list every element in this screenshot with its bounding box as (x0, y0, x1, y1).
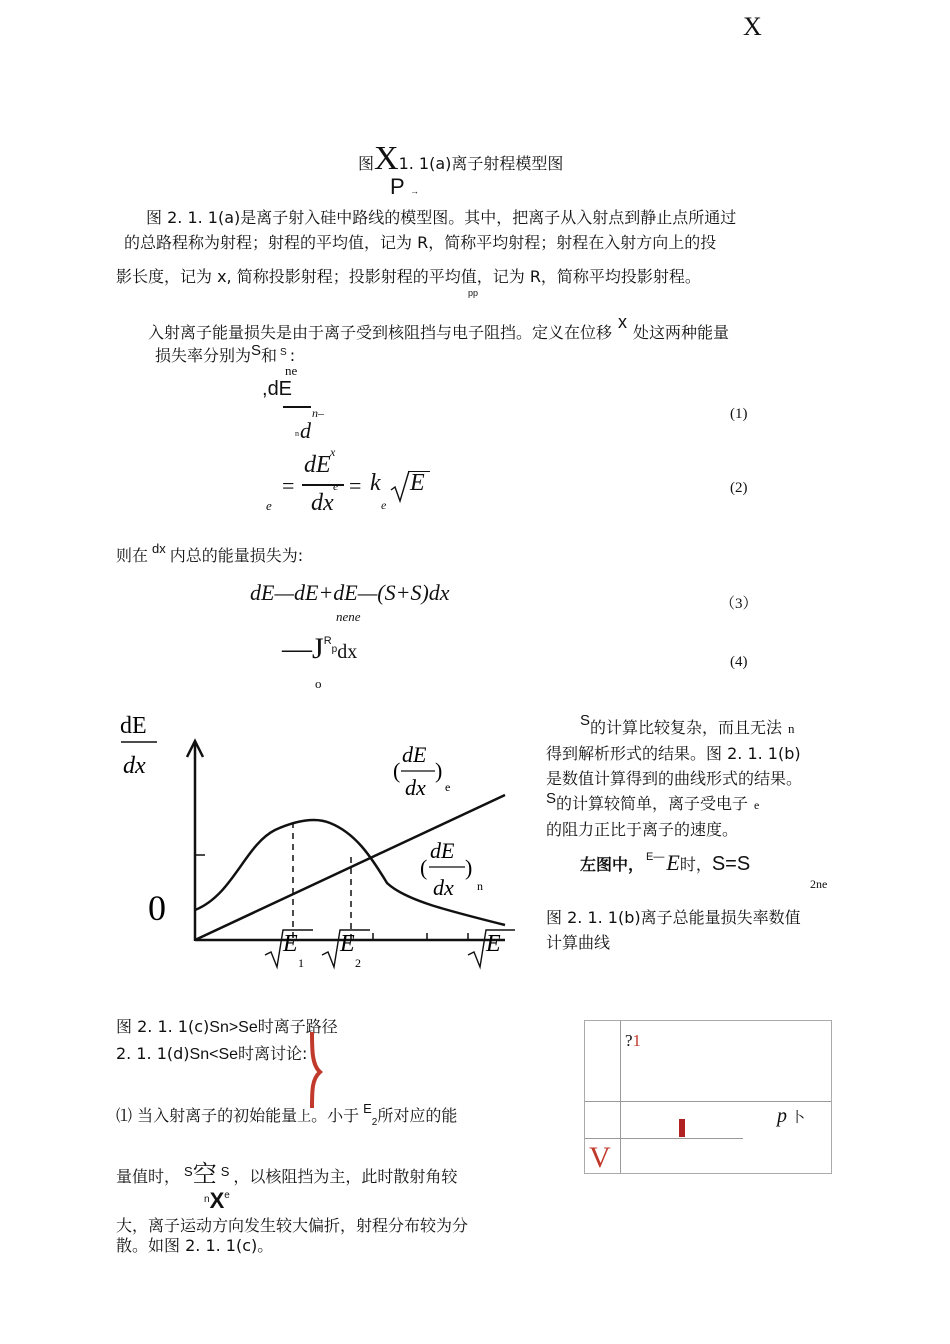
side-l6-mid: 时， (679, 855, 712, 874)
small-fig-q: ? (625, 1031, 633, 1050)
lower-p2-x: X (209, 1188, 225, 1213)
eq1-number: (1) (730, 406, 748, 422)
chart-series-n-num: dE (430, 838, 455, 863)
eq3-sub: nene (336, 609, 361, 624)
chart-series-n-paren-open: ( (420, 855, 428, 880)
para3 (116, 543, 303, 566)
eq1-sub-n (312, 406, 324, 421)
para3-post: 内总的能量损失为: (169, 546, 304, 565)
small-fig-red-bar (679, 1119, 685, 1137)
chart-xtick-e-label: E (486, 931, 501, 957)
side-l6-eq: S=S (711, 853, 751, 875)
eq2-eq1: = (282, 473, 295, 498)
eq2-number: (2) (730, 480, 748, 496)
side-l1-text: 的计算比较复杂，而且无法 (590, 718, 783, 737)
side-line3: 是数值计算得到的曲线形式的结果。 (546, 769, 803, 788)
fig-d-cap-end: 时离讨论: (238, 1044, 308, 1063)
top-mark: X (743, 12, 762, 41)
para1-line2: 的总路程称为射程；射程的平均值，记为 R，简称平均射程；射程在入射方向上的投 (124, 233, 717, 252)
fig-b-caption-1: 图 2. 1. 1(b)离子总能量损失率数值 (546, 908, 801, 927)
chart-xtick-e2-label: E (340, 931, 355, 957)
side-l4-text: 的计算较简单，离子受电子 (556, 794, 749, 813)
para3-pre: 则在 (116, 546, 149, 565)
para2-s1: S (251, 342, 262, 359)
side-line6 (580, 850, 750, 876)
eq2-radicand: E (410, 470, 425, 496)
eq1-sup-x: x (330, 445, 336, 459)
chart-series-n-sub: n (477, 879, 483, 893)
eq3-expression: dE—dE+dE—(S+S)dx (250, 580, 450, 605)
chart-series-e-sub: e (445, 780, 451, 794)
fig-c-cap-b: Sn>Se (209, 1019, 258, 1036)
eq4-low: o (315, 676, 322, 691)
eq2-eq2: = (349, 473, 362, 498)
fig-a-caption-text: 1. 1(a)离子射程模型图 (398, 154, 564, 173)
para2-s2: S (280, 347, 287, 358)
chart-xtick-e1-label: E (283, 931, 298, 957)
eq2-sqrt-icon (390, 470, 410, 504)
eq1-dash: – (318, 406, 324, 420)
side-l4-s: S (546, 790, 557, 807)
eq1-fraction-bar (283, 406, 311, 408)
eq1-numerator (262, 378, 292, 401)
eq1-dE: dE (267, 378, 293, 400)
eq4-j: —J (282, 632, 324, 665)
fig-a-big-x: X (374, 140, 399, 177)
fig-b-caption-2: 计算曲线 (546, 933, 611, 952)
para2-line2-text: 损失率分别为 (155, 346, 252, 365)
chart-series-e-num: dE (402, 742, 427, 767)
para2-x: x (618, 312, 628, 332)
chart-series-e-den: dx (405, 775, 426, 800)
small-fig-p: p (777, 1105, 787, 1127)
para2-text-b: 处这两种能量 (633, 323, 730, 342)
red-brace-icon (300, 1030, 330, 1110)
small-fig-tick: 卜 (791, 1110, 805, 1126)
chart-series-n-paren-close: ) (465, 855, 473, 880)
eq2-sub-e: e (333, 479, 339, 493)
eq2-pre: e (266, 498, 272, 513)
side-l1-n: n (788, 721, 795, 736)
lower-p2-kong: 空 (192, 1160, 217, 1188)
chart-xtick-e2-sub: 2 (355, 956, 361, 970)
chart-xtick-e1-sub: 1 (298, 956, 304, 970)
para1-line1: 图 2. 1. 1(a)是离子射入硅中路线的模型图。其中，把离子从入射点到静止点所通过 (146, 208, 737, 227)
para1-pp: pp (468, 288, 479, 298)
eq1-den-pre: n (295, 429, 299, 438)
side-l6-pre: 左图中， (580, 855, 645, 874)
small-fig-hline (585, 1101, 831, 1102)
fig-d-caption (116, 1041, 307, 1064)
chart-series-nuclear-curve (195, 820, 505, 925)
eq4-number: (4) (730, 654, 748, 670)
eq1-comma: , (262, 378, 268, 400)
side-l6-sub: 2ne (810, 877, 828, 891)
para2-ne: ne (285, 363, 298, 378)
chart-series-e-paren-open: ( (393, 758, 401, 783)
lower-p2-e: e (224, 1190, 230, 1201)
small-fig-one: 1 (632, 1031, 642, 1050)
side-l6-E: E (666, 850, 680, 875)
fig-a-p-mark: P (390, 174, 405, 199)
lower-p2-pre: 量值时， (116, 1167, 181, 1186)
fig-d-cap-a: 2. 1. 1(d) (116, 1044, 190, 1063)
small-figure-box (584, 1020, 832, 1174)
para2-line1 (148, 312, 730, 343)
eq2-den: dx (311, 490, 334, 516)
energy-loss-chart (115, 705, 525, 985)
side-line5: 的阻力正比于离子的速度。 (546, 820, 739, 839)
lower-p1-up: 上 (297, 1109, 312, 1125)
side-l6-e-dash: E— (646, 851, 665, 863)
side-l1-s: S (580, 712, 591, 729)
para2-colon: : (289, 346, 296, 365)
fig-d-cap-b: Sn<Se (189, 1046, 239, 1063)
lower-p2-end: ，以核阻挡为主，此时散射角较 (233, 1167, 458, 1186)
side-line2: 得到解析形式的结果。图 2. 1. 1(b) (546, 744, 801, 763)
para3-dx: dx (152, 541, 166, 556)
side-line4 (546, 791, 759, 814)
eq1-n: n (312, 406, 318, 420)
lower-p1-pre: ⑴ 当入射离子的初始能量 (116, 1106, 298, 1125)
small-fig-v: V (589, 1141, 611, 1174)
eq3-number: （3） (720, 596, 758, 612)
lower-p2-s2: S (220, 1164, 230, 1179)
chart-ylabel-den: dx (123, 753, 146, 779)
eq2-k-sub: e (381, 498, 387, 512)
eq2-num: dE (304, 452, 331, 478)
side-line1 (580, 712, 795, 738)
para2-text-a: 入射离子能量损失是由于离子受到核阻挡与电子阻挡。定义在位移 (148, 323, 613, 342)
small-fig-label (625, 1031, 641, 1051)
eq4-dx: dx (337, 641, 358, 663)
lower-p1-2: 2 (371, 1117, 378, 1128)
eq1-den: d (300, 418, 311, 443)
lower-p2 (116, 1154, 457, 1189)
fig-a-p-sub: → (410, 186, 419, 196)
lower-p2-sub (204, 1188, 230, 1214)
chart-series-n-den: dx (433, 875, 454, 900)
fig-c-cap-a: 图 2. 1. 1(c) (116, 1017, 210, 1036)
lower-p1-mid: 。小于 (311, 1106, 360, 1125)
lower-p4: 散。如图 2. 1. 1(c)。 (116, 1236, 274, 1255)
fig-a-prefix: 图 (358, 154, 375, 173)
eq4-sub-p: p (331, 644, 338, 655)
side-l4-e: e (754, 798, 760, 812)
lower-p1-E: E (363, 1101, 372, 1116)
chart-series-e-paren-close: ) (435, 758, 443, 783)
lower-p3: 大，离子运动方向发生较大偏折，射程分布较为分 (116, 1216, 469, 1235)
para1-line3: 影长度，记为 x, 简称投影射程；投影射程的平均值，记为 R，简称平均投影射程。 (116, 267, 701, 286)
para2-line2 (155, 343, 295, 366)
eq4-expression (282, 632, 357, 666)
eq2-k: k (370, 470, 381, 496)
small-fig-vline (620, 1021, 621, 1173)
chart-ylabel-num: dE (120, 713, 147, 739)
fig-a-caption (358, 140, 563, 178)
lower-p1 (116, 1103, 457, 1126)
fig-c-cap-end: 时离子路径 (257, 1017, 338, 1036)
lower-p2-s: S (184, 1164, 193, 1179)
small-fig-p-label (777, 1105, 805, 1128)
small-fig-hline-2 (585, 1138, 743, 1139)
para2-and: 和 (261, 346, 278, 365)
lower-p1-end: 所对应的能 (377, 1106, 458, 1125)
chart-origin-label: 0 (148, 888, 166, 928)
lower-p2-n: n (204, 1194, 210, 1205)
eq4-sup-r: R (323, 635, 332, 647)
